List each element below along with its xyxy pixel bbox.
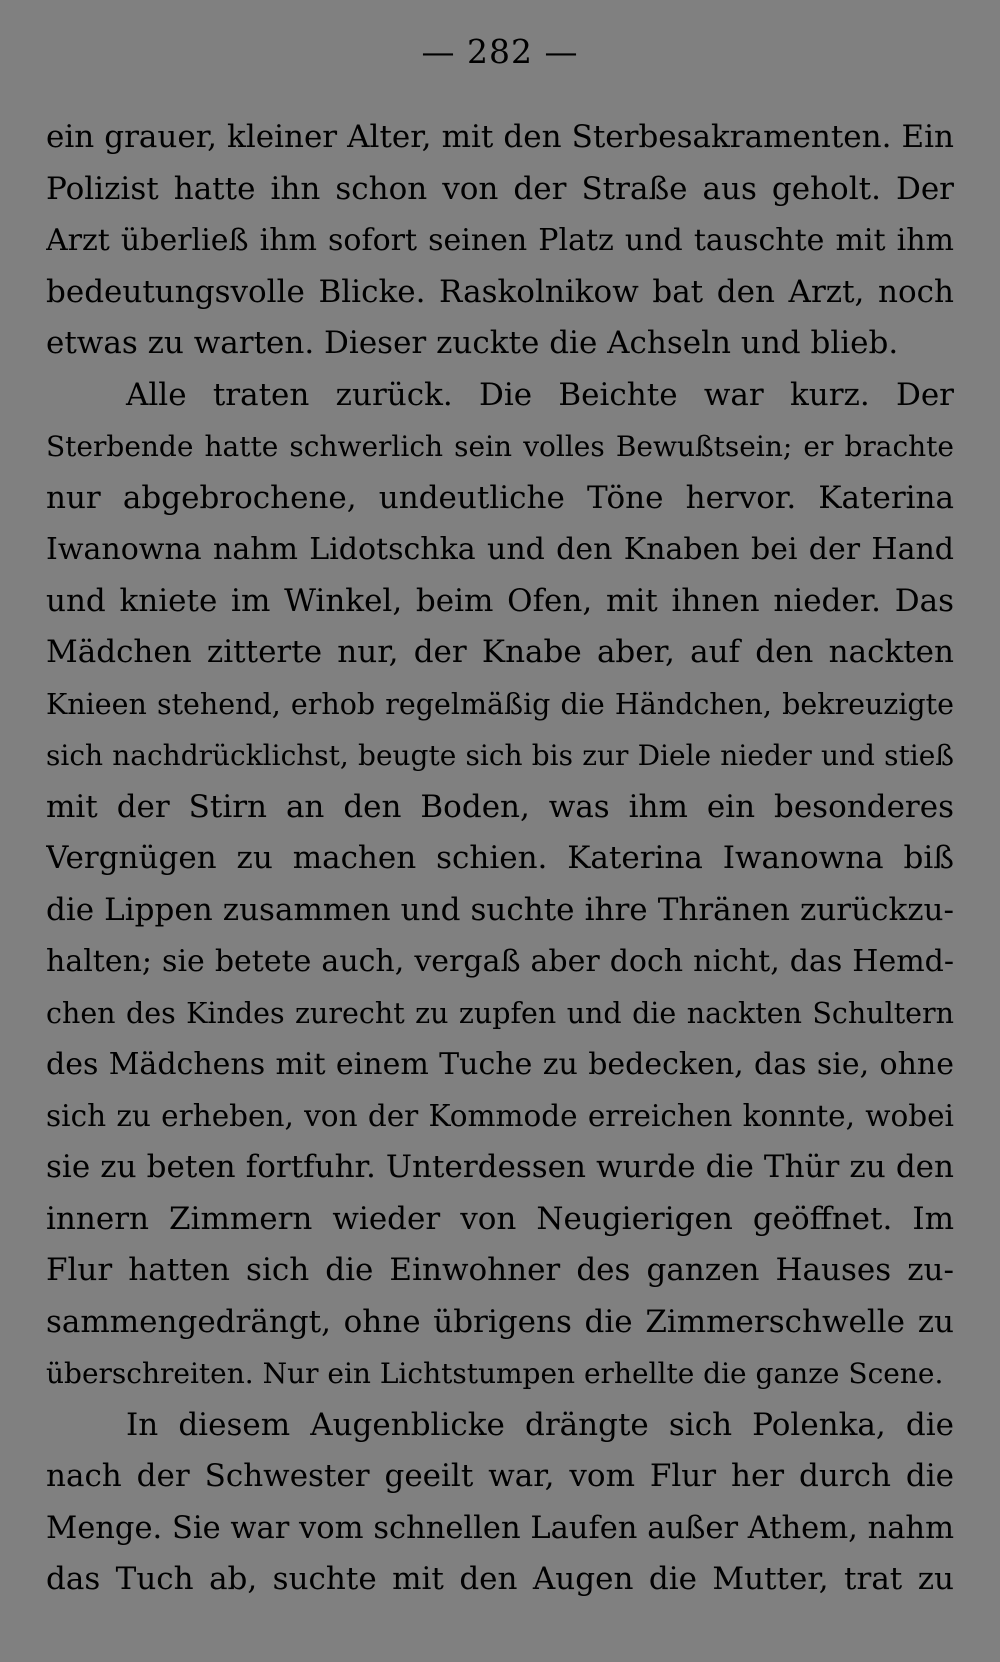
text-line: mit der Stirn an den Boden, was ihm ein besonderes <box>46 788 954 825</box>
text-line: nur abgebrochene, undeutliche Töne hervor. Katerina <box>46 479 954 516</box>
text-line: Sterbende hatte schwerlich sein volles Bewußtsein; er brachte <box>46 430 954 463</box>
text-line: chen des Kindes zurecht zu zupfen und die nackten Schultern <box>46 996 954 1030</box>
text-line: sammengedrängt, ohne übrigens die Zimmerschwelle zu <box>46 1303 954 1340</box>
text-line: halten; sie betete auch, vergaß aber doch nicht, das Hemd- <box>46 944 954 979</box>
text-line: die Lippen zusammen und suchte ihre Thränen zurückzu- <box>46 891 954 928</box>
text-line: überschreiten. Nur ein Lichtstumpen erhellte die ganze Scene. <box>46 1357 944 1390</box>
body-text <box>46 112 954 1606</box>
text-line: Vergnügen zu machen schien. Katerina Iwanowna biß <box>46 840 954 876</box>
text-line: Arzt überließ ihm sofort seinen Platz und tauschte mit ihm <box>46 223 954 258</box>
text-line: In diesem Augenblicke drängte sich Polenka, die <box>126 1406 954 1443</box>
text-line: Menge. Sie war vom schnellen Laufen außer Athem, nahm <box>46 1510 954 1546</box>
text-line: Polizist hatte ihn schon von der Straße aus geholt. Der <box>46 170 954 207</box>
page-number: — 282 — <box>421 32 579 71</box>
text-line: Knieen stehend, erhob regelmäßig die Händchen, bekreuzigte <box>46 687 954 721</box>
text-line: sie zu beten fortfuhr. Unterdessen wurde die Thür zu den <box>46 1149 954 1185</box>
text-line: und kniete im Winkel, beim Ofen, mit ihnen nieder. Das <box>46 582 954 619</box>
text-line: bedeutungsvolle Blicke. Raskolnikow bat den Arzt, noch <box>46 273 954 310</box>
text-line: Alle traten zurück. Die Beichte war kurz. Der <box>126 376 954 413</box>
text-line: sich nachdrücklichst, beugte sich bis zur Diele nieder und stieß <box>46 739 954 772</box>
text-line: des Mädchens mit einem Tuche zu bedecken, das sie, ohne <box>46 1047 954 1082</box>
text-line: etwas zu warten. Dieser zuckte die Achseln und blieb. <box>46 325 899 361</box>
text-line: Flur hatten sich die Einwohner des ganzen Hauses zu- <box>46 1252 954 1288</box>
text-line: innern Zimmern wieder von Neugierigen geöffnet. Im <box>46 1200 954 1237</box>
text-line: Iwanowna nahm Lidotschka und den Knaben bei der Hand <box>46 532 954 567</box>
text-line: sich zu erheben, von der Kommode erreichen konnte, wobei <box>46 1098 954 1133</box>
text-line: Mädchen zitterte nur, der Knabe aber, auf den nackten <box>46 634 954 670</box>
text-line: das Tuch ab, suchte mit den Augen die Mutter, trat zu <box>46 1561 954 1597</box>
text-line: nach der Schwester geeilt war, vom Flur her durch die <box>46 1458 954 1494</box>
text-line: ein grauer, kleiner Alter, mit den Sterbesakramenten. Ein <box>46 119 954 155</box>
